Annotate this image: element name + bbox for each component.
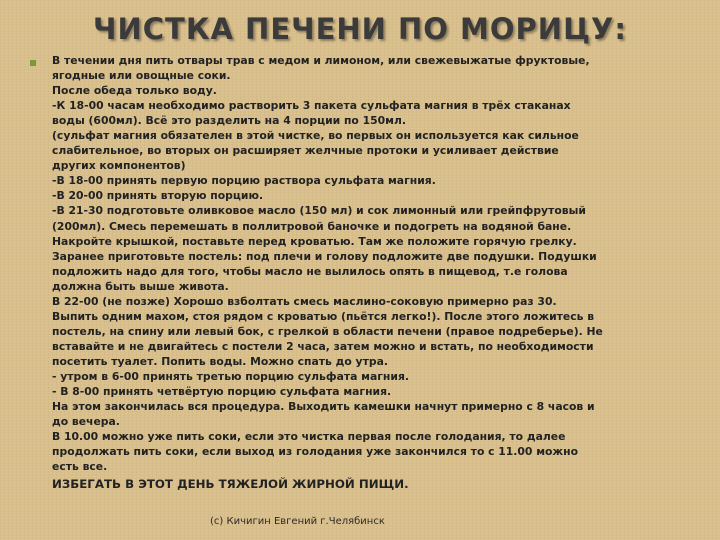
text-line: Накройте крышкой, поставьте перед кроватью. Там же положите горячую грелку. xyxy=(52,234,577,248)
text-line: есть все. xyxy=(52,460,108,474)
text-line: В течении дня пить отвары трав с медом и лимоном, или свежевыжатые фруктовые, xyxy=(52,54,590,67)
text-line: В 10.00 можно уже пить соки, если это чистка первая после голодания, то далее xyxy=(52,430,566,444)
text-line: (сульфат магния обязателен в этой чистке, во первых он используется как сильное xyxy=(52,129,579,143)
text-line: воды (600мл). Всё это разделить на 4 порции по 150мл. xyxy=(52,114,406,128)
text-line: -В 18-00 принять первую порцию раствора сульфата магния. xyxy=(52,174,436,188)
square-bullet-icon xyxy=(30,60,36,66)
text-line: После обеда только воду. xyxy=(52,84,217,98)
text-line: других компонентов) xyxy=(52,159,186,173)
text-line: должна быть выше живота. xyxy=(52,279,229,293)
text-line: (200мл). Смесь перемешать в поллитровой баночке и подогреть на водяной бане. xyxy=(52,219,572,233)
text-line: Выпить одним махом, стоя рядом с кроватью (пьётся легко!). После этого ложитесь в xyxy=(52,309,595,323)
text-line: Заранее приготовьте постель: под плечи и голову подложите две подушки. Подушки xyxy=(52,249,597,263)
text-line: - утром в 6-00 принять третью порцию сульфата магния. xyxy=(52,369,409,383)
text-line: - В 8-00 принять четвёртую порцию сульфата магния. xyxy=(52,385,392,399)
author-credit: (с) Кичигин Евгений г.Челябинск xyxy=(210,516,385,527)
page-title: ЧИСТКА ПЕЧЕНИ ПО МОРИЦУ: xyxy=(93,12,627,46)
text-line: ягодные или овощные соки. xyxy=(52,69,231,83)
instructions-text xyxy=(52,53,704,492)
text-line: -В 21-30 подготовьте оливковое масло (150 мл) и сок лимонный или грейпфрутовый xyxy=(52,204,586,218)
text-line: На этом закончилась вся процедура. Выходить камешки начнут примерно с 8 часов и xyxy=(52,400,595,414)
warning-text: ИЗБЕГАТЬ В ЭТОТ ДЕНЬ ТЯЖЕЛОЙ ЖИРНОЙ ПИЩИ. xyxy=(52,477,409,492)
text-line: вставайте и не двигайтесь с постели 2 часа, затем можно и встать, по необходимости xyxy=(52,339,594,353)
text-line: В 22-00 (не позже) Хорошо взболтать смесь маслино-соковую примерно раз 30. xyxy=(52,294,557,308)
text-line: продолжать пить соки, если выход из голодания уже закончился то с 11.00 можно xyxy=(52,445,579,459)
text-line: посетить туалет. Попить воды. Можно спать до утра. xyxy=(52,354,388,368)
text-line: -В 20-00 принять вторую порцию. xyxy=(52,189,264,203)
text-line: слабительное, во вторых он расширяет желчные протоки и усиливает действие xyxy=(52,144,559,158)
text-line: -К 18-00 часам необходимо растворить 3 пакета сульфата магния в трёх стаканах xyxy=(52,99,571,113)
text-line: до вечера. xyxy=(52,415,120,429)
text-line: постель, на спину или левый бок, с грелкой в области печени (правое подреберье). Не xyxy=(52,324,603,338)
text-line: подложить надо для того, чтобы масло не вылилось опять в пищевод, т.е голова xyxy=(52,264,568,278)
